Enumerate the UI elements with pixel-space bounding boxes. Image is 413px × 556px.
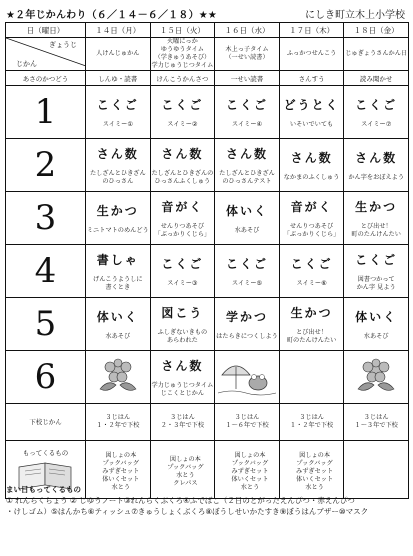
dismissal-cell (86, 404, 151, 441)
event-label: ぎょうじ (49, 41, 77, 49)
header (6, 4, 407, 22)
lesson-cell (215, 139, 280, 192)
event-cell (344, 38, 409, 71)
subject: さん数 (355, 150, 398, 165)
school-name: にしき町立木上小学校 (305, 10, 405, 21)
event-cell (150, 38, 215, 71)
subject: 音がく (161, 199, 204, 214)
subject: 書しゃ (96, 252, 139, 267)
items-text: 図しょの本 プックバッグ みずぎセット 体いくセット 水とう (231, 451, 269, 491)
subject: こくご (96, 97, 139, 112)
items-text: 図しょの本 プックバッグ みずぎセット 体いくセット 水とう (102, 451, 140, 491)
time-label: じかん (16, 60, 37, 68)
lesson-note: 水あそび (363, 332, 389, 340)
lesson-note: げんこうようしに 書くとき (93, 275, 143, 291)
subject: どうとく (283, 97, 340, 112)
period-number: 5 (6, 298, 86, 351)
lesson-note: なかまのふくしゅう (283, 173, 340, 181)
subject: こくご (161, 97, 204, 112)
frog-umbrella-illustration (216, 353, 278, 397)
lesson-cell (86, 298, 151, 351)
event-text: 火曜にっか ゆうゆうタイム （学きゅうあそび） 学力じゅうじつタイム (151, 38, 214, 69)
lesson-cell (215, 245, 280, 298)
subject: さん数 (290, 150, 333, 165)
event-text: じゅぎょうさんかん日 (345, 50, 408, 57)
lesson-note: たしざんとひきざんの ひっさんふくしゅう (151, 169, 214, 185)
lesson-cell (86, 139, 151, 192)
day-header-label: 日（曜日） (6, 23, 86, 38)
subject: さん数 (225, 146, 268, 161)
lesson-cell (279, 192, 344, 245)
lesson-cell (215, 86, 280, 139)
lesson-note: はたらきにつくしよう (216, 332, 278, 340)
lesson-note: せんりつあそび 「ぶっかりくじら」 (154, 222, 211, 238)
dismissal-text: ３じはん ２・３年で下校 (160, 414, 205, 429)
lesson-note: せんりつあそび 「ぶっかりくじら」 (283, 222, 340, 238)
subject: 体いく (225, 203, 268, 218)
lesson-note: とび出せ！ 町のたんけんたい (286, 328, 337, 344)
hydrangea-illustration (346, 353, 406, 397)
period-number: 2 (6, 139, 86, 192)
morning-cell: 読み聞かせ (344, 71, 409, 86)
subject: こくご (355, 252, 398, 267)
morning-activity-row (6, 71, 409, 86)
lesson-cell (279, 139, 344, 192)
day-header-row (6, 23, 409, 38)
daily-items-line: ① れんらくちょう ② じゆうノート③れんらくぶくろ④ふでばこ（２日のとがったえんぴつ・赤えんぴつ (6, 496, 355, 505)
lesson-cell (86, 86, 151, 139)
dismissal-cell (150, 404, 215, 441)
event-text: ふっかつせんこう (286, 50, 337, 57)
lesson-note: 図書つかって かん字 見よう (356, 275, 396, 291)
lesson-note: スイミー③ (167, 279, 198, 287)
subject: こくご (225, 97, 268, 112)
subject: こくご (225, 256, 268, 271)
lesson-cell (344, 298, 409, 351)
subject: 体いく (355, 309, 398, 324)
lesson-note: スイミー② (167, 120, 198, 128)
lesson-note: スイミー① (102, 120, 133, 128)
period-row-2 (6, 139, 409, 192)
daily-items-line: ・けしゴム）⑤はんかち⑥ティッシュ⑦きゅうしょくぶくろ⑧ぼうしせいかたすき⑨ぼうはんブザー⑩マスク (6, 507, 369, 516)
subject: さん数 (161, 358, 204, 373)
event-row (6, 38, 409, 71)
event-text: 木上っ子タイム （一せい読書） (225, 46, 269, 61)
lesson-cell (215, 192, 280, 245)
lesson-note: スイミー⑥ (296, 279, 327, 287)
timetable-title: ★２年じかんわり（６／１４－６／１８）★★ (6, 10, 218, 21)
lesson-note: ふしぎないきもの あらわれた (157, 328, 208, 344)
period-row-3 (6, 192, 409, 245)
lesson-cell-empty (215, 351, 280, 404)
dismissal-text: ３じはん １・２年で下校 (96, 414, 140, 429)
subject: 学かつ (225, 309, 268, 324)
lesson-cell (86, 192, 151, 245)
lesson-note: たしざんとひきざん のひっさんテスト (219, 169, 275, 185)
dismissal-text: ３じはん １・２年で下校 (289, 414, 334, 429)
dismissal-label: 下校じかん (6, 404, 86, 441)
dismissal-row (6, 404, 409, 441)
event-cell (86, 38, 151, 71)
lesson-cell-empty (279, 351, 344, 404)
period-number: 3 (6, 192, 86, 245)
timetable-table (5, 22, 409, 499)
period-row-1 (6, 86, 409, 139)
morning-cell: けんこうかんさつ (150, 71, 215, 86)
dismissal-cell (215, 404, 280, 441)
day-label: １４日（月） (86, 23, 151, 38)
dismissal-cell (344, 404, 409, 441)
lesson-note: いそいでいても (289, 120, 334, 128)
period-number: 6 (6, 351, 86, 404)
subject: 生かつ (96, 203, 139, 218)
subject: 図こう (161, 305, 204, 320)
lesson-note: 水あそび (105, 332, 131, 340)
lesson-note: ミニトマトのめんどう (86, 226, 149, 234)
period-number: 4 (6, 245, 86, 298)
day-label: １７日（木） (279, 23, 344, 38)
period-row-6 (6, 351, 409, 404)
event-time-label-cell (6, 38, 86, 71)
items-text: 図しょの本 プックバッグ 水とう クレパス (167, 455, 204, 487)
lesson-note: スイミー④ (231, 120, 263, 128)
day-label: １５日（火） (150, 23, 215, 38)
lesson-note: スイミー⑦ (361, 120, 392, 128)
lesson-cell (150, 351, 215, 404)
lesson-cell (344, 86, 409, 139)
subject: さん数 (96, 146, 139, 161)
items-to-bring-label: もってくるもの (22, 449, 69, 457)
lesson-cell (279, 86, 344, 139)
event-text: 人けんじゅかん (96, 50, 140, 57)
daily-items-footer (6, 484, 407, 554)
period-number: 1 (6, 86, 86, 139)
dismissal-text: ３じはん １〜６年で下校 (225, 414, 269, 429)
subject: 生かつ (290, 305, 333, 320)
dismissal-cell (279, 404, 344, 441)
event-cell (279, 38, 344, 71)
lesson-note: スイミー⑤ (231, 279, 263, 287)
morning-cell: しんゆ・読書 (86, 71, 151, 86)
subject: 音がく (290, 199, 333, 214)
morning-cell: さんすう (279, 71, 344, 86)
subject: こくご (161, 256, 204, 271)
lesson-cell (86, 245, 151, 298)
lesson-cell (215, 298, 280, 351)
lesson-cell-empty (86, 351, 151, 404)
morning-cell: 一せい読書 (215, 71, 280, 86)
lesson-cell (150, 245, 215, 298)
subject: 生かつ (355, 199, 398, 214)
subject: こくご (290, 256, 333, 271)
period-row-4 (6, 245, 409, 298)
dismissal-text: ３じはん １〜３年で下校 (354, 414, 398, 429)
lesson-cell (150, 298, 215, 351)
lesson-cell (344, 245, 409, 298)
subject: こくご (355, 97, 398, 112)
subject: さん数 (161, 146, 204, 161)
lesson-note: 水あそび (234, 226, 260, 234)
lesson-cell (150, 86, 215, 139)
lesson-note: たしざんとひきざん のひっさん (89, 169, 146, 185)
subject: 体いく (96, 309, 139, 324)
items-text: 図しょの本 プックバッグ みずぎセット 体いくセット 水とう (296, 451, 334, 491)
day-label: １８日（金） (344, 23, 409, 38)
lesson-note: とび出せ！ 町のたんけんたい (351, 222, 401, 238)
lesson-note: かん字をおぼえよう (348, 173, 405, 181)
period-row-5 (6, 298, 409, 351)
lesson-cell (150, 192, 215, 245)
lesson-cell (279, 245, 344, 298)
lesson-cell (150, 139, 215, 192)
lesson-note: 学力じゅうじつタイム じこくとじかん (151, 381, 214, 397)
lesson-cell (344, 139, 409, 192)
lesson-cell (279, 298, 344, 351)
hydrangea-illustration (88, 353, 148, 397)
morning-label: あさのかつどう (6, 71, 86, 86)
lesson-cell (344, 192, 409, 245)
lesson-cell-empty (344, 351, 409, 404)
event-cell (215, 38, 280, 71)
daily-items-heading: まい日もってくるもの (6, 485, 81, 494)
day-label: １６日（水） (215, 23, 280, 38)
